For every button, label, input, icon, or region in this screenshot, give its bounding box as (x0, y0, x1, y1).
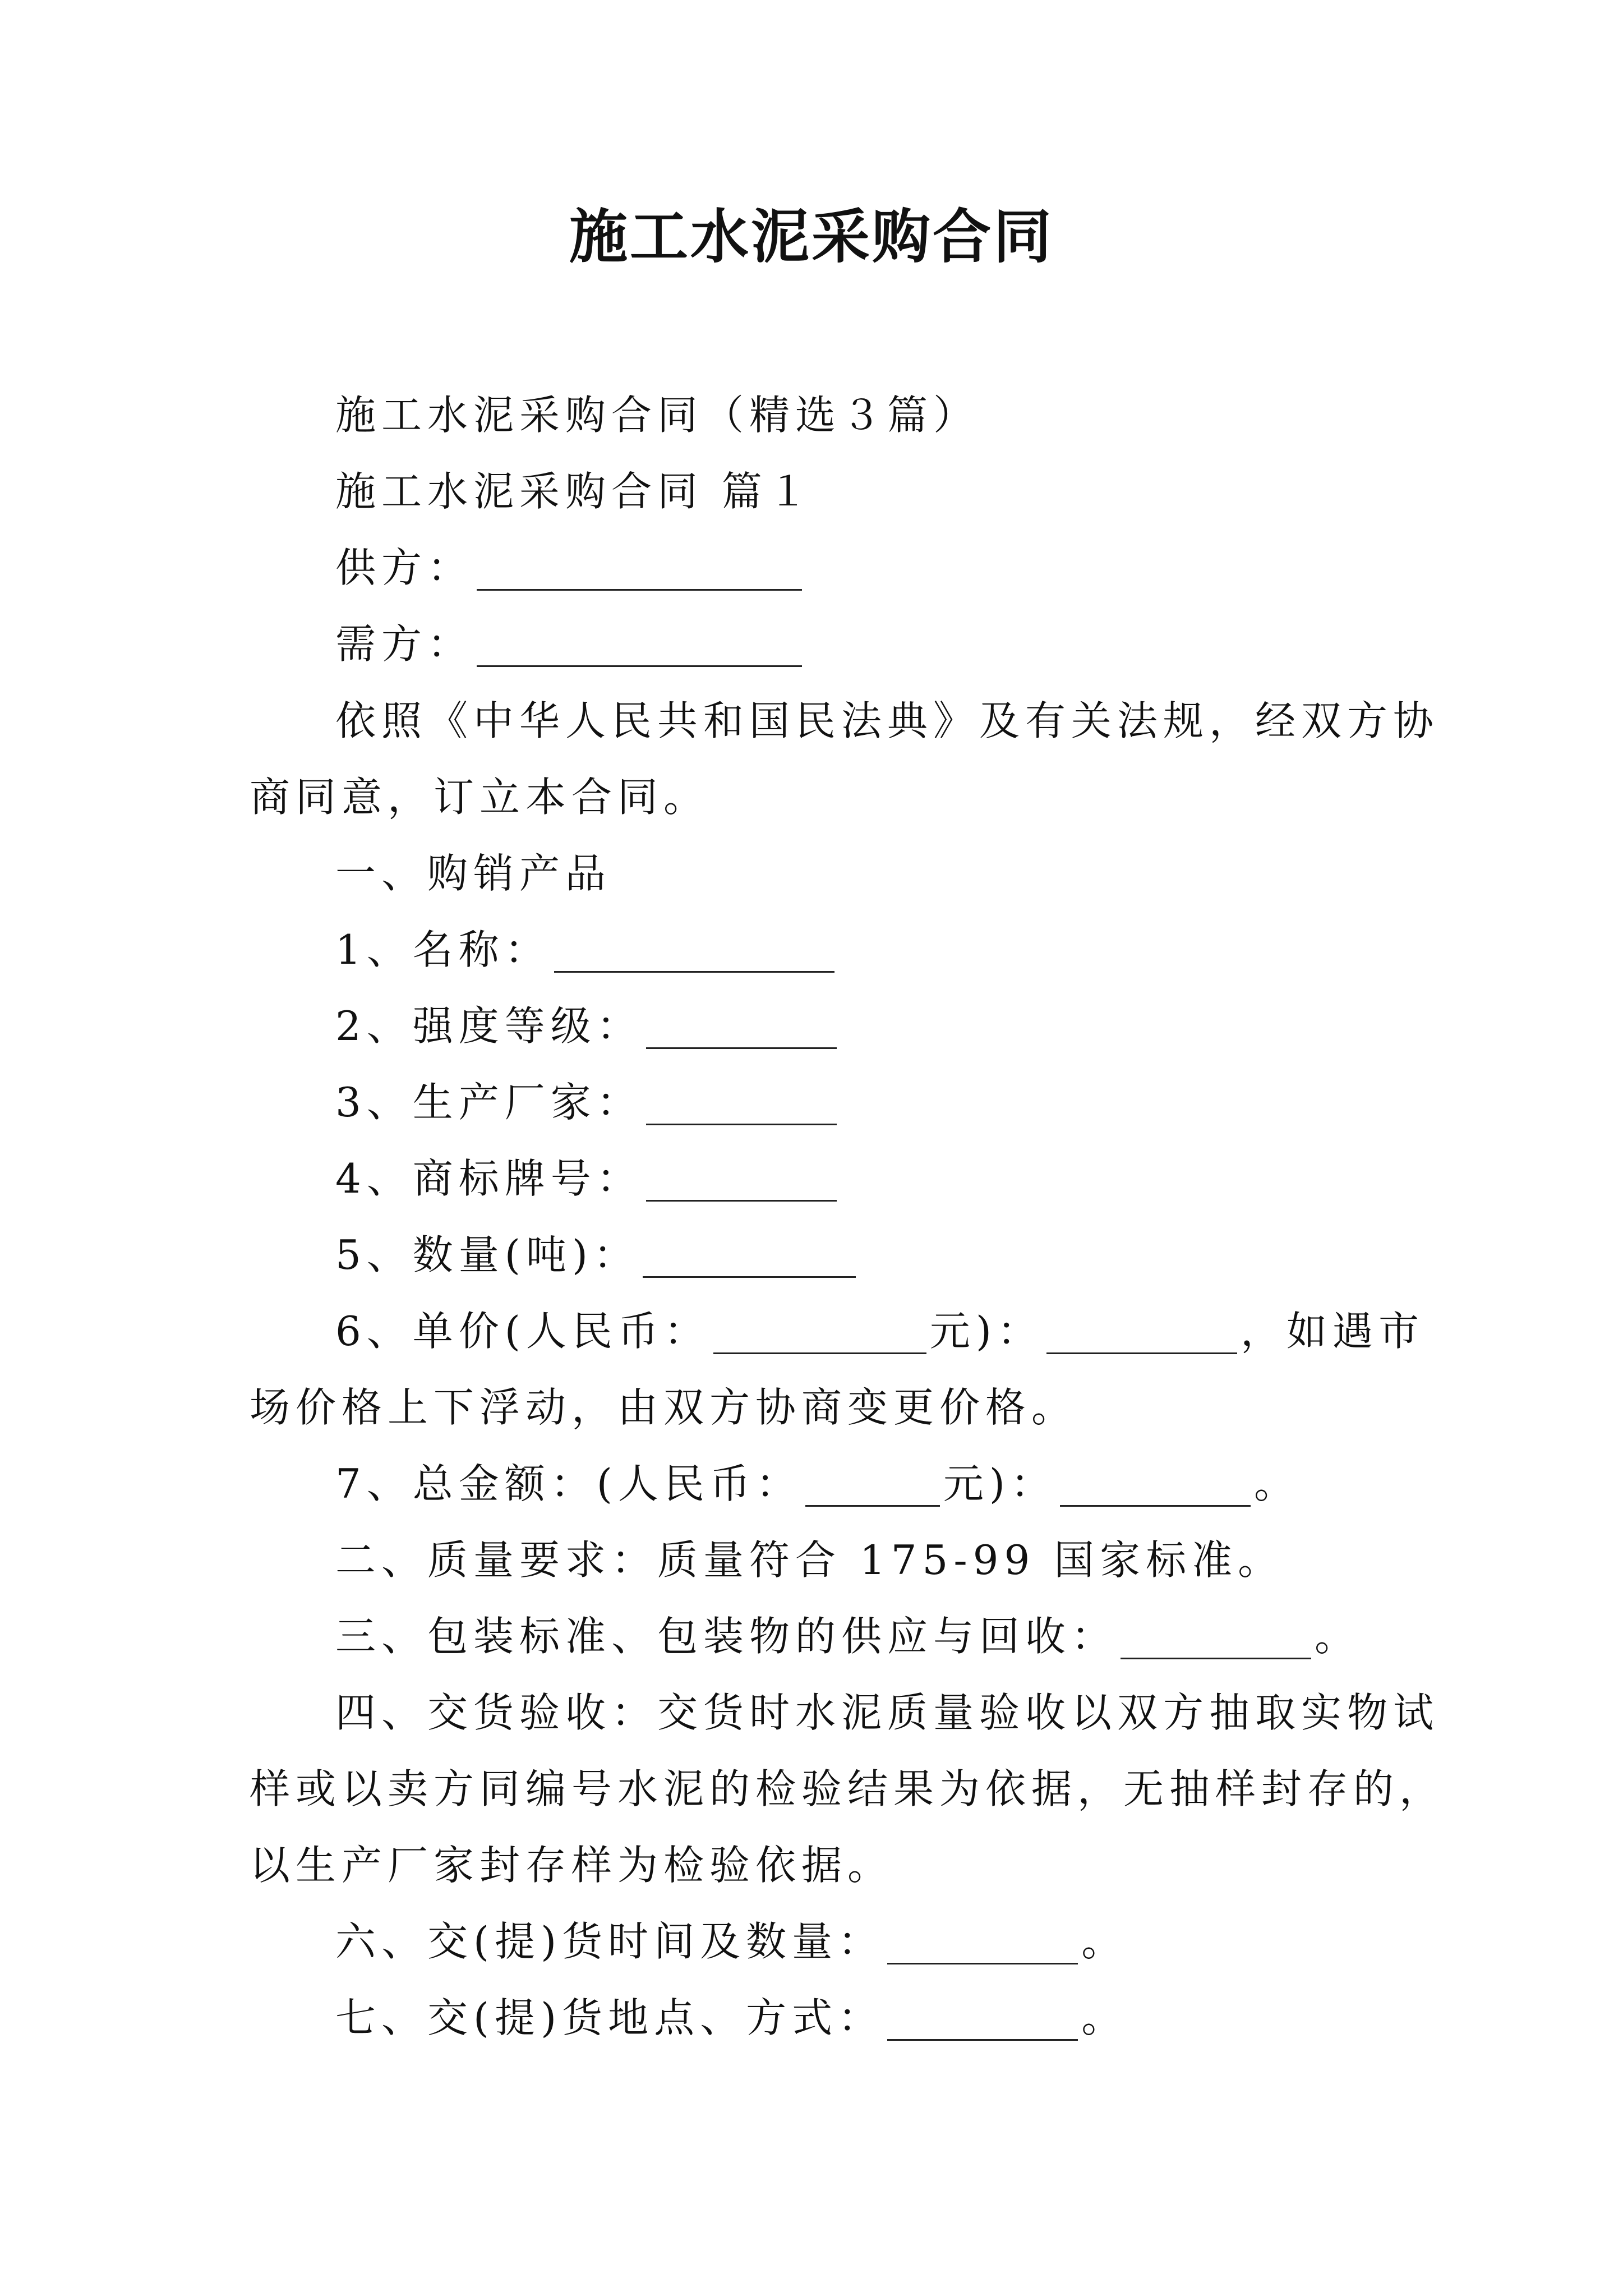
item2-line (335, 998, 840, 1054)
item3-line (335, 1074, 840, 1130)
clause3-line (335, 1608, 1361, 1664)
item6-amount-blank (1046, 1312, 1237, 1354)
item7-amount-blank (1060, 1465, 1251, 1507)
item6-price-blank (713, 1312, 926, 1354)
clause7-line (335, 1990, 1127, 2046)
item6-continuation: 场价格上下浮动，由双方协商变更价格。 (250, 1384, 1078, 1431)
supplier-line (335, 540, 805, 596)
item2-label: 2、强度等级： (335, 1002, 643, 1050)
intro-paragraph-line2: 商同意，订立本合同。 (250, 774, 710, 821)
clause7-end: 。 (1081, 1994, 1128, 2041)
item7-label: 7、总金额：(人民币： (335, 1460, 802, 1507)
item5-blank (643, 1236, 856, 1278)
buyer-label: 需方： (335, 620, 474, 668)
clause1-heading: 一、购销产品 (335, 850, 612, 897)
clause6-blank (887, 1922, 1078, 1964)
clause7-blank (887, 1999, 1078, 2041)
item7-price-blank (805, 1465, 940, 1507)
document-subtitle: 施工水泥采购合同（精选３篇） (335, 392, 980, 439)
item6-mid: 元)： (929, 1308, 1043, 1355)
item7-end: 。 (1254, 1460, 1301, 1507)
buyer-line (335, 616, 805, 672)
supplier-label: 供方： (335, 544, 474, 591)
clause4-line3: 以生产厂家封存样为检验依据。 (250, 1842, 894, 1889)
supplier-blank (477, 549, 802, 591)
item1-label: 1、名称： (335, 926, 551, 973)
clause7-label: 七、交(提)货地点、方式： (335, 1994, 884, 2041)
document-title: 施工水泥采购合同 (569, 202, 1054, 271)
item6-line (335, 1303, 1424, 1359)
clause4-line1: 四、交货验收：交货时水泥质量验收以双方抽取实物试 (335, 1689, 1440, 1736)
item7-mid: 元)： (943, 1460, 1057, 1507)
item3-blank (646, 1083, 837, 1125)
item6-label: 6、单价(人民币： (335, 1308, 710, 1355)
clause6-line (335, 1913, 1127, 1970)
clause3-end: 。 (1315, 1613, 1361, 1660)
section-heading: 施工水泥采购合同 篇１ (335, 468, 814, 515)
item2-blank (646, 1007, 837, 1049)
clause4-line2: 样或以卖方同编号水泥的检验结果为依据，无抽样封存的， (250, 1765, 1446, 1812)
intro-paragraph-line1: 依照《中华人民共和国民法典》及有关法规，经双方协 (335, 697, 1440, 744)
clause2-line: 二、质量要求：质量符合 175-99 国家标准。 (335, 1536, 1284, 1584)
clause6-end: 。 (1081, 1918, 1128, 1965)
clause3-blank (1121, 1617, 1311, 1659)
buyer-blank (477, 625, 802, 667)
item4-blank (646, 1159, 837, 1202)
item7-line (335, 1456, 1300, 1512)
item5-line (335, 1227, 859, 1283)
item6-tail: ，如遇市 (1241, 1308, 1425, 1355)
item3-label: 3、生产厂家： (335, 1079, 643, 1126)
item1-blank (554, 931, 834, 973)
item4-line (335, 1151, 840, 1207)
clause6-label: 六、交(提)货时间及数量： (335, 1918, 884, 1965)
clause3-label: 三、包装标准、包装物的供应与回收： (335, 1613, 1118, 1660)
item1-line (335, 922, 838, 978)
item4-label: 4、商标牌号： (335, 1155, 643, 1202)
item5-label: 5、数量(吨)： (335, 1231, 639, 1278)
